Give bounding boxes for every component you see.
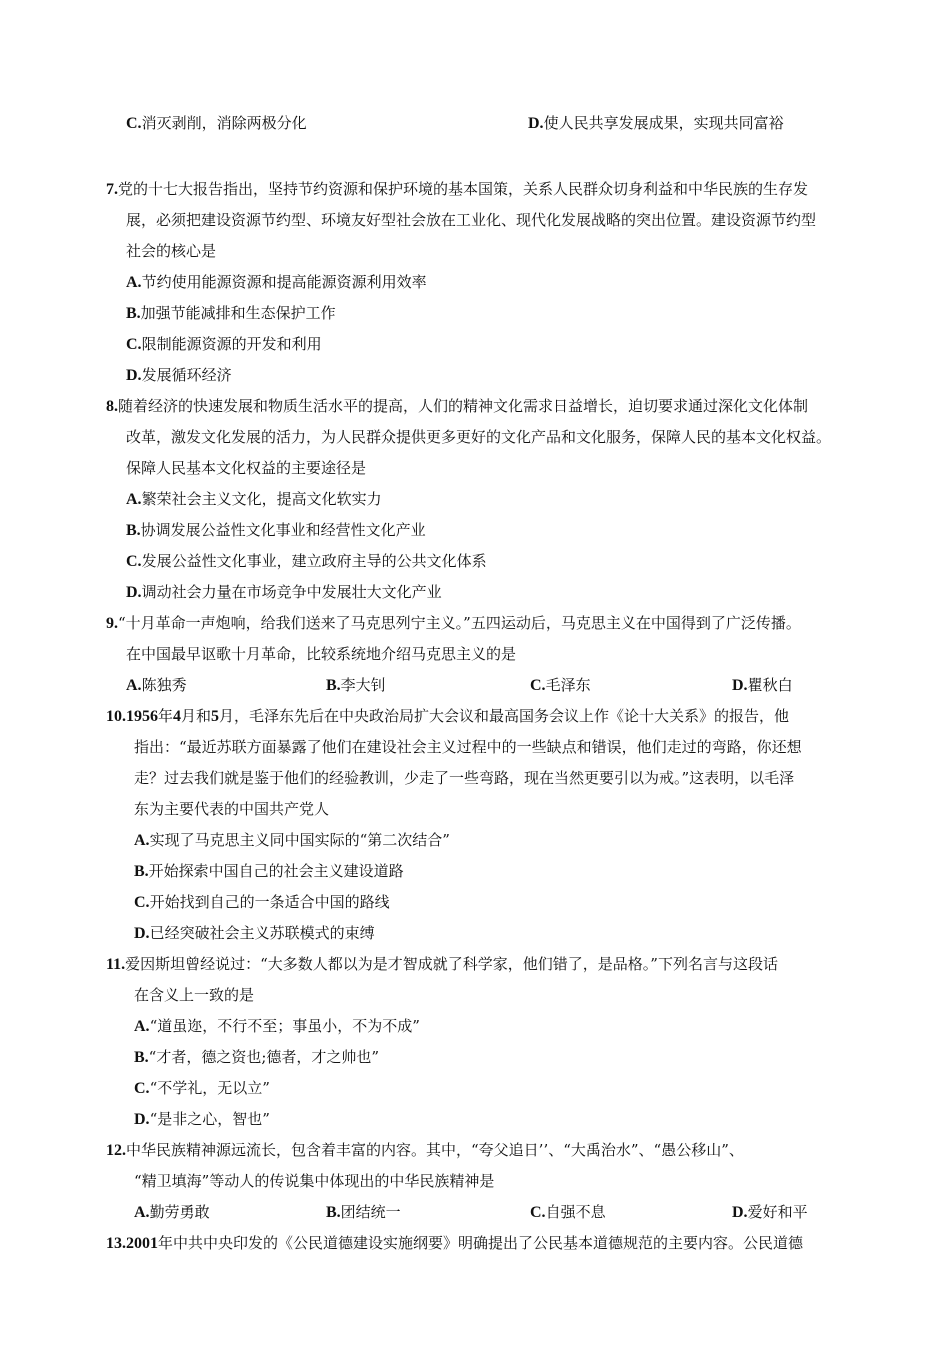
q8-option-a [126, 489, 382, 510]
q10-option-a [134, 830, 450, 851]
stem-text: “十月革命一声炮响，给我们送来了马克思列宁主义。”五四运动后，马克思主义在中国得到了广泛传播。 [118, 614, 801, 632]
stem-text: 年中共中央印发的《公民道德建设实施纲要》明确提出了公民基本道德规范的主要内容。公民道德 [158, 1234, 804, 1252]
q12-option-c [530, 1202, 606, 1223]
option-letter: C. [530, 1204, 546, 1221]
option-text: 限制能源资源的开发和利用 [141, 335, 322, 353]
option-letter: A. [126, 274, 142, 291]
option-letter: A. [134, 1204, 150, 1221]
stem-text: 月和 [181, 707, 212, 725]
q9-stem-line-1 [106, 613, 801, 634]
option-letter: D. [732, 677, 748, 694]
option-text: 已经突破社会主义苏联模式的束缚 [149, 924, 375, 942]
stem-text: 随着经济的快速发展和物质生活水平的提高，人们的精神文化需求日益增长，迫切要求通过深化文化体制 [118, 397, 809, 415]
stem-text: 月，毛泽东先后在中央政治局扩大会议和最高国务会议上作《论十大关系》的报告，他 [219, 707, 790, 725]
question-number: 8. [106, 398, 118, 415]
q8-stem-line-1 [106, 396, 808, 417]
q10-stem-line-4: 东为主要代表的中国共产党人 [134, 800, 330, 818]
q10-stem-line-1 [106, 706, 789, 727]
option-letter: C. [126, 115, 142, 132]
q11-stem-line-1 [106, 954, 778, 975]
option-text: 发展公益性文化事业，建立政府主导的公共文化体系 [141, 552, 487, 570]
q9-stem-line-2: 在中国最早讴歌十月革命，比较系统地介绍马克思主义的是 [126, 645, 517, 663]
q11-option-a [134, 1016, 420, 1037]
option-text: 调动社会力量在市场竞争中发展壮大文化产业 [141, 583, 442, 601]
stem-text: 爱因斯坦曾经说过：“大多数人都以为是才智成就了科学家，他们错了，是品格。”下列名言与这段话 [125, 955, 778, 973]
option-letter: D. [126, 367, 142, 384]
option-text: 团结统一 [340, 1203, 401, 1221]
stem-text: 党的十七大报告指出，坚持节约资源和保护环境的基本国策，关系人民群众切身利益和中华民族的生存发 [118, 180, 809, 198]
option-text: 李大钊 [340, 676, 386, 694]
stem-text: 年 [158, 707, 174, 725]
q8-stem-line-2: 改革，激发文化发展的活力，为人民群众提供更多更好的文化产品和文化服务，保障人民的基本文化权益。 [126, 428, 832, 446]
question-number: 12. [106, 1142, 126, 1159]
q9-option-d [732, 675, 793, 696]
option-text: 消灭剥削，消除两极分化 [141, 114, 307, 132]
question-number: 11. [106, 956, 126, 973]
option-letter: D. [134, 925, 150, 942]
question-number: 10. [106, 708, 126, 725]
option-text: 节约使用能源资源和提高能源资源利用效率 [141, 273, 427, 291]
q8-stem-line-3: 保障人民基本文化权益的主要途径是 [126, 459, 367, 477]
q12-option-b [326, 1202, 401, 1223]
q10-option-b [134, 861, 404, 882]
option-text: “不学礼，无以立” [149, 1079, 270, 1097]
option-letter: D. [528, 115, 544, 132]
option-letter: C. [126, 553, 142, 570]
option-letter: A. [126, 491, 142, 508]
option-letter: D. [126, 584, 142, 601]
option-text: 勤劳勇敢 [149, 1203, 210, 1221]
option-text: 自强不息 [545, 1203, 606, 1221]
option-text: 加强节能减排和生态保护工作 [140, 304, 336, 322]
question-number: 9. [106, 615, 118, 632]
q7-stem-line-1 [106, 179, 808, 200]
q13-stem-line-1 [106, 1233, 803, 1254]
option-letter: B. [326, 677, 341, 694]
option-letter: B. [126, 522, 141, 539]
q11-stem-line-2: 在含义上一致的是 [134, 986, 255, 1004]
q7-stem-line-3: 社会的核心是 [126, 242, 217, 260]
option-text: “道虽迩，不行不至；事虽小，不为不成” [149, 1017, 420, 1035]
option-letter: C. [134, 1080, 150, 1097]
option-text: 实现了马克思主义同中国实际的“第二次结合” [149, 831, 450, 849]
option-letter: A. [134, 832, 150, 849]
month: 5 [211, 708, 220, 725]
q10-stem-line-3: 走？过去我们就是鉴于他们的经验教训，少走了一些弯路，现在当然更要引以为戒。”这表明，以毛泽 [134, 769, 795, 787]
q9-option-c [530, 675, 591, 696]
question-number: 7. [106, 181, 118, 198]
year: 2001 [126, 1235, 158, 1252]
option-text: 开始探索中国自己的社会主义建设道路 [148, 862, 404, 880]
q12-option-a [134, 1202, 210, 1223]
q10-option-c [134, 892, 390, 913]
option-text: 开始找到自己的一条适合中国的路线 [149, 893, 390, 911]
option-text: 协调发展公益性文化事业和经营性文化产业 [140, 521, 426, 539]
q12-option-d [732, 1202, 808, 1223]
option-letter: D. [134, 1111, 150, 1128]
q10-stem-line-2: 指出：“最近苏联方面暴露了他们在建设社会主义过程中的一些缺点和错误，他们走过的弯路，你还想 [134, 738, 802, 756]
q7-option-a [126, 272, 427, 293]
month: 4 [173, 708, 182, 725]
q8-option-c [126, 551, 487, 572]
option-text: 爱好和平 [747, 1203, 808, 1221]
option-letter: C. [530, 677, 546, 694]
year: 1956 [126, 708, 158, 725]
option-letter: B. [126, 305, 141, 322]
option-text: “是非之心，智也” [149, 1110, 270, 1128]
option-letter: C. [134, 894, 150, 911]
q7-stem-line-2: 展，必须把建设资源节约型、环境友好型社会放在工业化、现代化发展战略的突出位置。建设资源节约型 [126, 211, 817, 229]
q6-option-d [528, 113, 784, 134]
option-text: “才者，德之资也;德者，才之帅也” [148, 1048, 380, 1066]
option-text: 使人民共享发展成果，实现共同富裕 [543, 114, 784, 132]
q11-option-d [134, 1109, 270, 1130]
option-text: 陈独秀 [141, 676, 187, 694]
option-text: 发展循环经济 [141, 366, 232, 384]
option-letter: D. [732, 1204, 748, 1221]
q12-stem-line-2: “精卫填海”等动人的传说集中体现出的中华民族精神是 [134, 1172, 495, 1190]
q8-option-d [126, 582, 442, 603]
q6-option-c [126, 113, 307, 134]
option-letter: A. [126, 677, 142, 694]
option-letter: A. [134, 1018, 150, 1035]
q7-option-c [126, 334, 322, 355]
q9-option-a [126, 675, 187, 696]
stem-text: 中华民族精神源远流长，包含着丰富的内容。其中，“夸父追日’’、“大禹治水”、“愚公移山”、 [126, 1141, 744, 1159]
option-text: 毛泽东 [545, 676, 591, 694]
question-number: 13. [106, 1235, 126, 1252]
q9-option-b [326, 675, 386, 696]
q11-option-b [134, 1047, 379, 1068]
option-letter: B. [134, 863, 149, 880]
option-text: 瞿秋白 [747, 676, 793, 694]
q8-option-b [126, 520, 426, 541]
option-letter: B. [134, 1049, 149, 1066]
q12-stem-line-1 [106, 1140, 744, 1161]
option-letter: B. [326, 1204, 341, 1221]
q11-option-c [134, 1078, 270, 1099]
option-letter: C. [126, 336, 142, 353]
q10-option-d [134, 923, 375, 944]
q7-option-b [126, 303, 336, 324]
q7-option-d [126, 365, 232, 386]
option-text: 繁荣社会主义文化，提高文化软实力 [141, 490, 382, 508]
